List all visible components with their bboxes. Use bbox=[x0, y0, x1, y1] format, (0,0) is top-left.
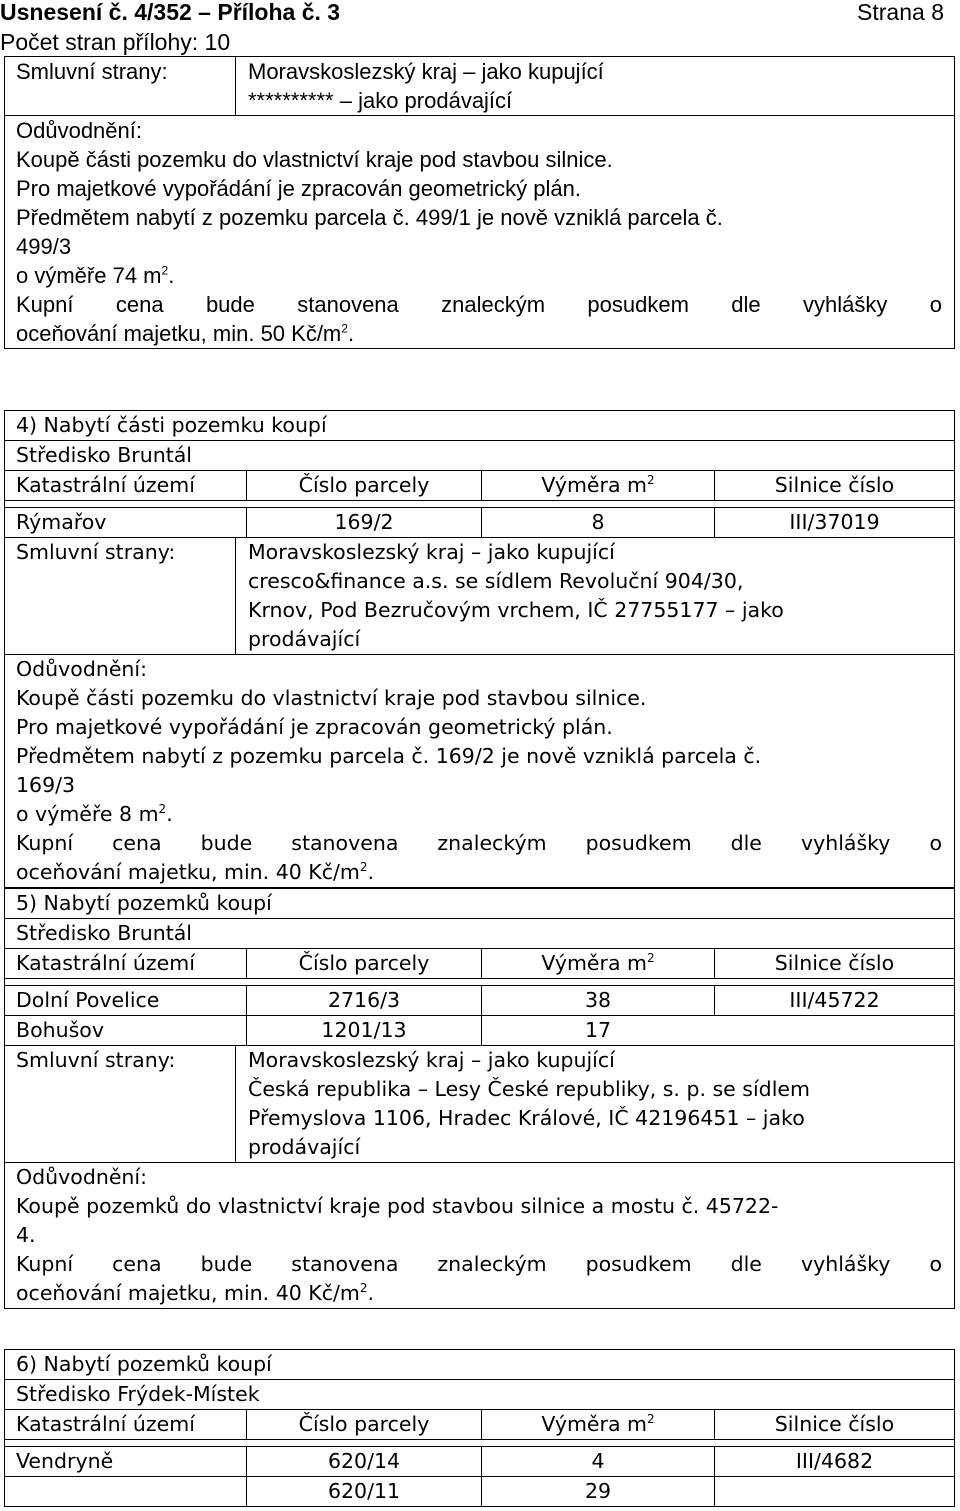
col-header-parcel: Číslo parcely bbox=[246, 471, 481, 500]
parties-values bbox=[235, 1046, 954, 1162]
justification-label: Odůvodnění: bbox=[16, 118, 142, 143]
justification-row bbox=[5, 116, 954, 348]
cell-size: 8 bbox=[481, 508, 714, 537]
justification-line: 169/3 bbox=[16, 773, 76, 797]
table-header bbox=[5, 471, 954, 501]
justification-line: Kupní cena bude stanovena znaleckým posudkem dle vyhlášky o bbox=[16, 1252, 942, 1276]
cell-road bbox=[714, 1016, 954, 1045]
table-header bbox=[5, 1410, 954, 1440]
table-header bbox=[5, 949, 954, 979]
justification-line: oceňování majetku, min. 40 $Kč/m^2$. bbox=[16, 1281, 375, 1305]
justification-line: oceňování majetku, min. 50 $Kč/m^2$. bbox=[16, 321, 355, 346]
table-row bbox=[5, 1477, 954, 1506]
col-header-road: Silnice číslo bbox=[714, 471, 954, 500]
parties-label: Smluvní strany: bbox=[16, 540, 176, 564]
block-title: 6) Nabytí pozemků koupí bbox=[5, 1350, 954, 1380]
justification-row bbox=[5, 655, 954, 888]
seller-line: Česká republika – Lesy České republiky, s. p. se sídlem bbox=[248, 1077, 810, 1101]
separator bbox=[5, 1440, 954, 1447]
cell-size: 17 bbox=[481, 1016, 714, 1045]
table-row bbox=[5, 1447, 954, 1477]
table-row bbox=[5, 986, 954, 1016]
block-continuation bbox=[4, 56, 955, 349]
justification-label: Odůvodnění: bbox=[16, 657, 148, 681]
center-name: Středisko Bruntál bbox=[5, 919, 954, 949]
justification-line: Pro majetkové vypořádání je zpracován geometrický plán. bbox=[16, 176, 581, 201]
col-header-size: Výměra $m^2$ bbox=[481, 1410, 714, 1439]
parties-row bbox=[5, 1046, 954, 1163]
justification-line: Koupě části pozemku do vlastnictví kraje pod stavbou silnice. bbox=[16, 686, 647, 710]
seller: ********** – jako prodávající bbox=[248, 88, 513, 113]
cell-road: III/45722 bbox=[714, 986, 954, 1015]
cell-road: III/37019 bbox=[714, 508, 954, 537]
seller-line: cresco&finance a.s. se sídlem Revoluční 904/30, bbox=[248, 569, 744, 593]
buyer: Moravskoslezský kraj – jako kupující bbox=[248, 59, 604, 84]
buyer: Moravskoslezský kraj – jako kupující bbox=[248, 1048, 615, 1072]
cell-parcel: 2716/3 bbox=[246, 986, 481, 1015]
cell-size: 29 bbox=[481, 1477, 714, 1506]
seller-line: prodávající bbox=[248, 1135, 361, 1159]
center-name: Středisko Bruntál bbox=[5, 441, 954, 471]
parties-values bbox=[235, 57, 954, 115]
justification-line: o výměře 74 $m^2$. bbox=[16, 263, 175, 288]
table-row bbox=[5, 1016, 954, 1046]
center-name: Středisko Frýdek-Místek bbox=[5, 1380, 954, 1410]
block-4 bbox=[4, 410, 955, 1309]
col-header-size: Výměra $m^2$ bbox=[481, 471, 714, 500]
cell-size: 38 bbox=[481, 986, 714, 1015]
parties-values bbox=[235, 538, 954, 654]
block-title: 5) Nabytí pozemků koupí bbox=[5, 888, 954, 919]
resolution-title: Usnesení č. 4/352 – Příloha č. 3 bbox=[0, 0, 341, 25]
separator bbox=[5, 979, 954, 986]
justification-label: Odůvodnění: bbox=[16, 1165, 148, 1189]
justification-line: 4. bbox=[16, 1223, 36, 1247]
parties-row bbox=[5, 57, 954, 116]
justification-line: Pro majetkové vypořádání je zpracován geometrický plán. bbox=[16, 715, 613, 739]
cell-parcel: 169/2 bbox=[246, 508, 481, 537]
block-title: 4) Nabytí části pozemku koupí bbox=[5, 411, 954, 441]
justification-line: o výměře 8 $m^2$. bbox=[16, 802, 173, 826]
parties-label: Smluvní strany: bbox=[16, 59, 168, 84]
buyer: Moravskoslezský kraj – jako kupující bbox=[248, 540, 615, 564]
cell-parcel: 1201/13 bbox=[246, 1016, 481, 1045]
justification-line: Koupě pozemků do vlastnictví kraje pod stavbou silnice a mostu č. 45722- bbox=[16, 1194, 779, 1218]
cell-area: Bohušov bbox=[16, 1018, 104, 1042]
cell-area: Vendryně bbox=[16, 1449, 114, 1473]
cell-road bbox=[714, 1477, 954, 1506]
page-header bbox=[0, 0, 960, 56]
justification-line: oceňování majetku, min. 40 $Kč/m^2$. bbox=[16, 860, 375, 884]
cell-parcel: 620/11 bbox=[246, 1477, 481, 1506]
col-header-size: Výměra $m^2$ bbox=[481, 949, 714, 978]
cell-area: Rýmařov bbox=[16, 510, 107, 534]
justification-line: Kupní cena bude stanovena znaleckým posudkem dle vyhlášky o bbox=[16, 292, 942, 317]
col-header-area: Katastrální území bbox=[16, 473, 195, 497]
block-6 bbox=[4, 1349, 955, 1507]
col-header-road: Silnice číslo bbox=[714, 1410, 954, 1439]
cell-size: 4 bbox=[481, 1447, 714, 1476]
cell-road: III/4682 bbox=[714, 1447, 954, 1476]
justification-line: Předmětem nabytí z pozemku parcela č. 499/1 je nově vzniklá parcela č. bbox=[16, 205, 723, 230]
col-header-parcel: Číslo parcely bbox=[246, 949, 481, 978]
justification-row bbox=[5, 1163, 954, 1308]
attachment-page-count: Počet stran přílohy: 10 bbox=[0, 29, 231, 55]
cell-area: Dolní Povelice bbox=[16, 988, 160, 1012]
page-number: Strana 8 bbox=[857, 0, 944, 25]
justification-line: 499/3 bbox=[16, 234, 72, 259]
justification-line: Koupě části pozemku do vlastnictví kraje pod stavbou silnice. bbox=[16, 147, 613, 172]
cell-parcel: 620/14 bbox=[246, 1447, 481, 1476]
justification-line: Kupní cena bude stanovena znaleckým posudkem dle vyhlášky o bbox=[16, 831, 942, 855]
seller-line: Krnov, Pod Bezručovým vrchem, IČ 27755177 – jako bbox=[248, 598, 784, 622]
seller-line: prodávající bbox=[248, 627, 361, 651]
cell-area bbox=[16, 1477, 246, 1506]
col-header-road: Silnice číslo bbox=[714, 949, 954, 978]
justification-line: Předmětem nabytí z pozemku parcela č. 169/2 je nově vzniklá parcela č. bbox=[16, 744, 762, 768]
col-header-parcel: Číslo parcely bbox=[246, 1410, 481, 1439]
separator bbox=[5, 501, 954, 508]
table-row bbox=[5, 508, 954, 538]
seller-line: Přemyslova 1106, Hradec Králové, IČ 42196451 – jako bbox=[248, 1106, 805, 1130]
col-header-area: Katastrální území bbox=[16, 951, 195, 975]
parties-row bbox=[5, 538, 954, 655]
parties-label: Smluvní strany: bbox=[16, 1048, 176, 1072]
col-header-area: Katastrální území bbox=[16, 1412, 195, 1436]
